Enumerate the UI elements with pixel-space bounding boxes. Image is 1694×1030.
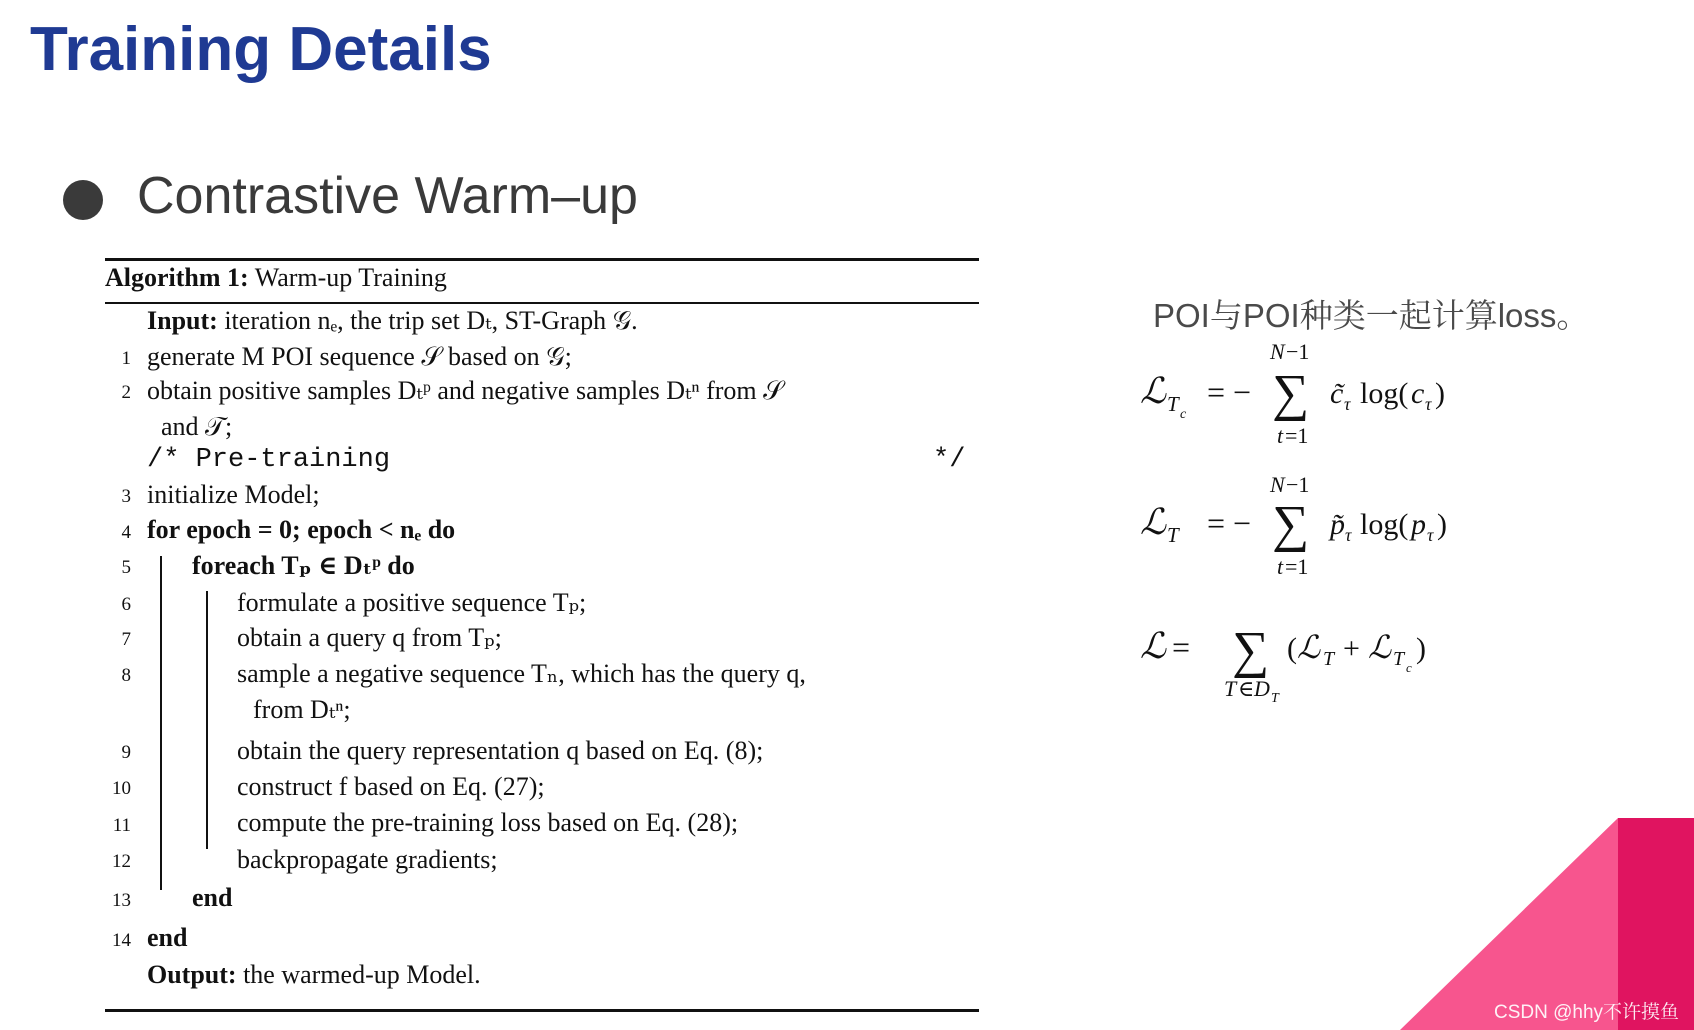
foreach-scope-bar	[206, 591, 208, 849]
line-number: 9	[121, 742, 131, 763]
line-number: 2	[121, 382, 131, 403]
algorithm-box	[105, 258, 979, 1014]
algorithm-line-cont: from Dₜⁿ;	[253, 695, 351, 724]
line-number: 8	[121, 665, 131, 686]
svg-text:p: p	[1411, 508, 1426, 541]
svg-text:t: t	[1277, 423, 1284, 448]
svg-text:T: T	[1393, 648, 1405, 670]
svg-text:c: c	[1411, 377, 1425, 410]
svg-text:T: T	[1224, 676, 1237, 701]
algorithm-line: generate M POI sequence 𝒮 based on 𝒢;	[147, 342, 572, 371]
line-number: 11	[112, 815, 131, 836]
bottom-rule	[105, 1009, 979, 1012]
line-number: 4	[121, 522, 131, 543]
formula-category-loss	[1140, 339, 1445, 448]
svg-text:N: N	[1270, 472, 1285, 497]
line-number: 7	[121, 629, 131, 650]
line-number: 3	[121, 486, 131, 507]
algorithm-foreach: foreach Tₚ ∈ Dₜᵖ do	[192, 551, 415, 580]
svg-text:= −: = −	[1207, 505, 1252, 541]
svg-text:): )	[1437, 508, 1447, 541]
svg-text:+: +	[1343, 632, 1360, 665]
svg-text:∑: ∑	[1272, 365, 1310, 422]
svg-text:∑: ∑	[1272, 496, 1310, 553]
svg-text:−1: −1	[1286, 339, 1310, 364]
algorithm-line: obtain positive samples Dₜᵖ and negative samples Dₜⁿ from 𝒮	[147, 376, 784, 405]
svg-text:T: T	[1323, 648, 1335, 670]
svg-text:log(: log(	[1360, 508, 1409, 541]
line-number: 13	[112, 890, 131, 911]
svg-text:= −: = −	[1207, 374, 1252, 410]
algorithm-line: sample a negative sequence Tₙ, which has the query q,	[237, 659, 806, 688]
svg-text:(: (	[1287, 632, 1297, 665]
algorithm-output: Output: the warmed-up Model.	[147, 960, 481, 989]
algorithm-end-for: end	[147, 923, 188, 952]
svg-text:ℒ: ℒ	[1368, 629, 1392, 665]
algorithm-line-cont: and 𝒯;	[161, 412, 233, 441]
algorithm-line: construct f based on Eq. (27);	[237, 772, 545, 801]
svg-text:∈: ∈	[1238, 676, 1255, 701]
section-heading: Contrastive Warm–up	[137, 167, 638, 225]
svg-text:∑: ∑	[1232, 622, 1270, 679]
line-number: 10	[112, 778, 131, 799]
formula-total-loss	[1140, 622, 1426, 706]
svg-text:ℒ: ℒ	[1140, 371, 1166, 411]
svg-text:t: t	[1277, 554, 1284, 579]
svg-text:c: c	[1180, 407, 1187, 422]
svg-text:=1: =1	[1285, 423, 1309, 448]
algorithm-comment: /* Pre-training	[147, 445, 391, 475]
line-number: 14	[112, 930, 131, 951]
svg-text:T: T	[1271, 691, 1279, 706]
line-number: 12	[112, 851, 131, 872]
algorithm-input: Input: iteration nₑ, the trip set Dₜ, ST-Graph 𝒢.	[147, 306, 638, 335]
algorithm-line: formulate a positive sequence Tₚ;	[237, 588, 587, 617]
top-rule	[105, 258, 979, 261]
svg-text:ℒ: ℒ	[1297, 629, 1321, 665]
algorithm-header: Algorithm 1: Warm-up Training	[105, 263, 447, 292]
line-number: 6	[121, 594, 131, 615]
svg-text:p̃: p̃	[1330, 508, 1345, 541]
bullet-icon	[63, 180, 103, 220]
loss-formulas	[1140, 330, 1560, 730]
watermark: CSDN @hhy不许摸鱼	[1494, 1002, 1680, 1023]
corner-decoration	[1400, 800, 1694, 1030]
algorithm-for: for epoch = 0; epoch < nₑ do	[147, 515, 456, 544]
page-title: Training Details	[30, 15, 492, 84]
svg-text:): )	[1416, 632, 1426, 665]
svg-text:ℒ: ℒ	[1140, 626, 1166, 666]
algorithm-line: compute the pre-training loss based on Eq. (28);	[237, 808, 739, 837]
svg-text:log(: log(	[1360, 377, 1409, 410]
algorithm-line: backpropagate gradients;	[237, 845, 498, 874]
algorithm-line: obtain the query representation q based on Eq. (8);	[237, 736, 764, 765]
algorithm-end-foreach: end	[192, 883, 233, 912]
algorithm-comment-end: */	[933, 445, 966, 475]
header-rule	[105, 302, 979, 304]
svg-text:ℒ: ℒ	[1140, 502, 1166, 542]
svg-text:−1: −1	[1286, 472, 1310, 497]
svg-text:=: =	[1172, 629, 1191, 665]
line-number: 1	[121, 348, 131, 369]
formula-poi-loss	[1140, 472, 1447, 579]
svg-text:=1: =1	[1285, 554, 1309, 579]
for-scope-bar	[160, 556, 162, 890]
svg-text:c: c	[1406, 660, 1412, 675]
svg-text:c̃: c̃	[1330, 377, 1344, 410]
svg-text:): )	[1435, 377, 1445, 410]
loss-note: POI与POI种类一起计算loss。	[1153, 297, 1590, 334]
svg-text:τ: τ	[1425, 394, 1432, 414]
svg-text:τ: τ	[1345, 525, 1352, 545]
svg-text:T: T	[1167, 392, 1179, 416]
svg-text:N: N	[1270, 339, 1285, 364]
algorithm-line: initialize Model;	[147, 480, 320, 509]
line-number: 5	[121, 557, 131, 578]
svg-text:D: D	[1254, 676, 1270, 701]
svg-text:τ: τ	[1427, 525, 1434, 545]
algorithm-line: obtain a query q from Tₚ;	[237, 623, 502, 652]
svg-text:τ: τ	[1344, 394, 1351, 414]
svg-text:T: T	[1167, 523, 1179, 547]
